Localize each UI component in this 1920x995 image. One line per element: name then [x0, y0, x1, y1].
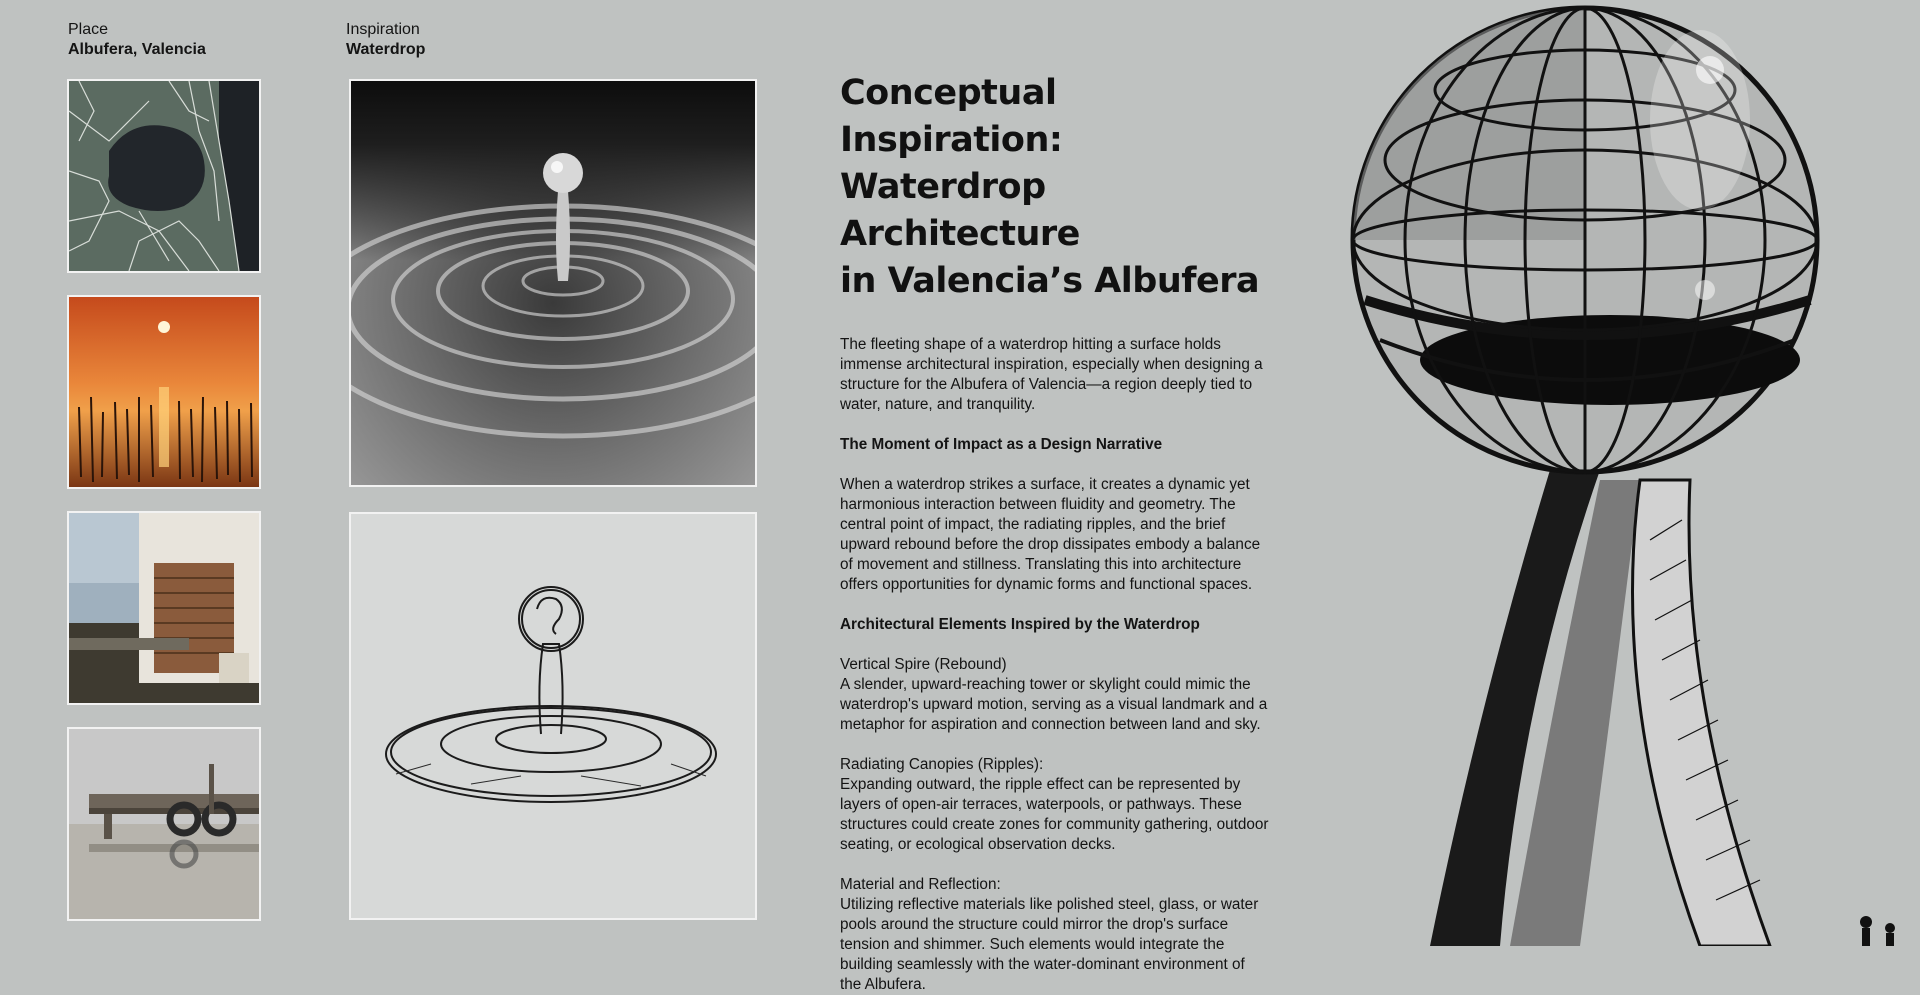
intro-paragraph: The fleeting shape of a waterdrop hitting a surface holds immense architectural inspiration, especially when designing a structure for the Albufera of Valencia—a region deeply tied to water, nature, and tranquility.	[840, 336, 1263, 413]
title-line-2: Waterdrop Architecture	[840, 167, 1080, 254]
building-thumbnail	[67, 511, 261, 705]
tower-illustration	[1310, 0, 1920, 946]
element-title: Radiating Canopies (Ripples):	[840, 756, 1044, 773]
inspiration-label-block	[346, 20, 425, 60]
title-line-1: Conceptual Inspiration:	[840, 73, 1063, 160]
article	[840, 70, 1270, 995]
element-body: Expanding outward, the ripple effect can be represented by layers of open-air terraces, waterpools, or pathways. These structures could create zones for community gathering, outdoor seating, or ecological observation decks.	[840, 776, 1269, 853]
section2-heading: Architectural Elements Inspired by the Waterdrop	[840, 616, 1200, 633]
place-value: Albufera, Valencia	[68, 41, 206, 58]
waterdrop-photo	[349, 79, 757, 487]
sunset-thumbnail	[67, 295, 261, 489]
inspiration-value: Waterdrop	[346, 41, 426, 58]
element-vertical-spire	[840, 655, 1270, 735]
element-body: A slender, upward-reaching tower or skylight could mimic the waterdrop's upward motion, serving as a visual landmark and a metaphor for aspiration and connection between land and sky.	[840, 676, 1268, 733]
element-title: Vertical Spire (Rebound)	[840, 656, 1007, 673]
section1-body: When a waterdrop strikes a surface, it creates a dynamic yet harmonious interaction between fluidity and geometry. The central point of impact, the radiating ripples, and the brief upward rebound before the drop dissipates embody a balance of movement and stillness. Translating this into architecture offers opportunities for dynamic forms and functional spaces.	[840, 476, 1261, 593]
inspiration-label: Inspiration	[346, 21, 420, 38]
title-line-3: in Valencia’s Albufera	[840, 261, 1260, 301]
element-body: Utilizing reflective materials like polished steel, glass, or water pools around the structure could mirror the drop's surface tension and shimmer. Such elements would integrate the building seamlessly with the water-dominant environment of the Albufera.	[840, 896, 1259, 993]
place-label: Place	[68, 21, 109, 38]
waterdrop-sketch	[349, 512, 757, 920]
page-title	[840, 70, 1270, 305]
element-title: Material and Reflection:	[840, 876, 1001, 893]
place-label-block	[68, 20, 206, 60]
element-material-reflection	[840, 875, 1270, 995]
section1-heading: The Moment of Impact as a Design Narrative	[840, 436, 1163, 453]
pier-thumbnail	[67, 727, 261, 921]
map-thumbnail	[67, 79, 261, 273]
element-radiating-canopies	[840, 755, 1270, 855]
